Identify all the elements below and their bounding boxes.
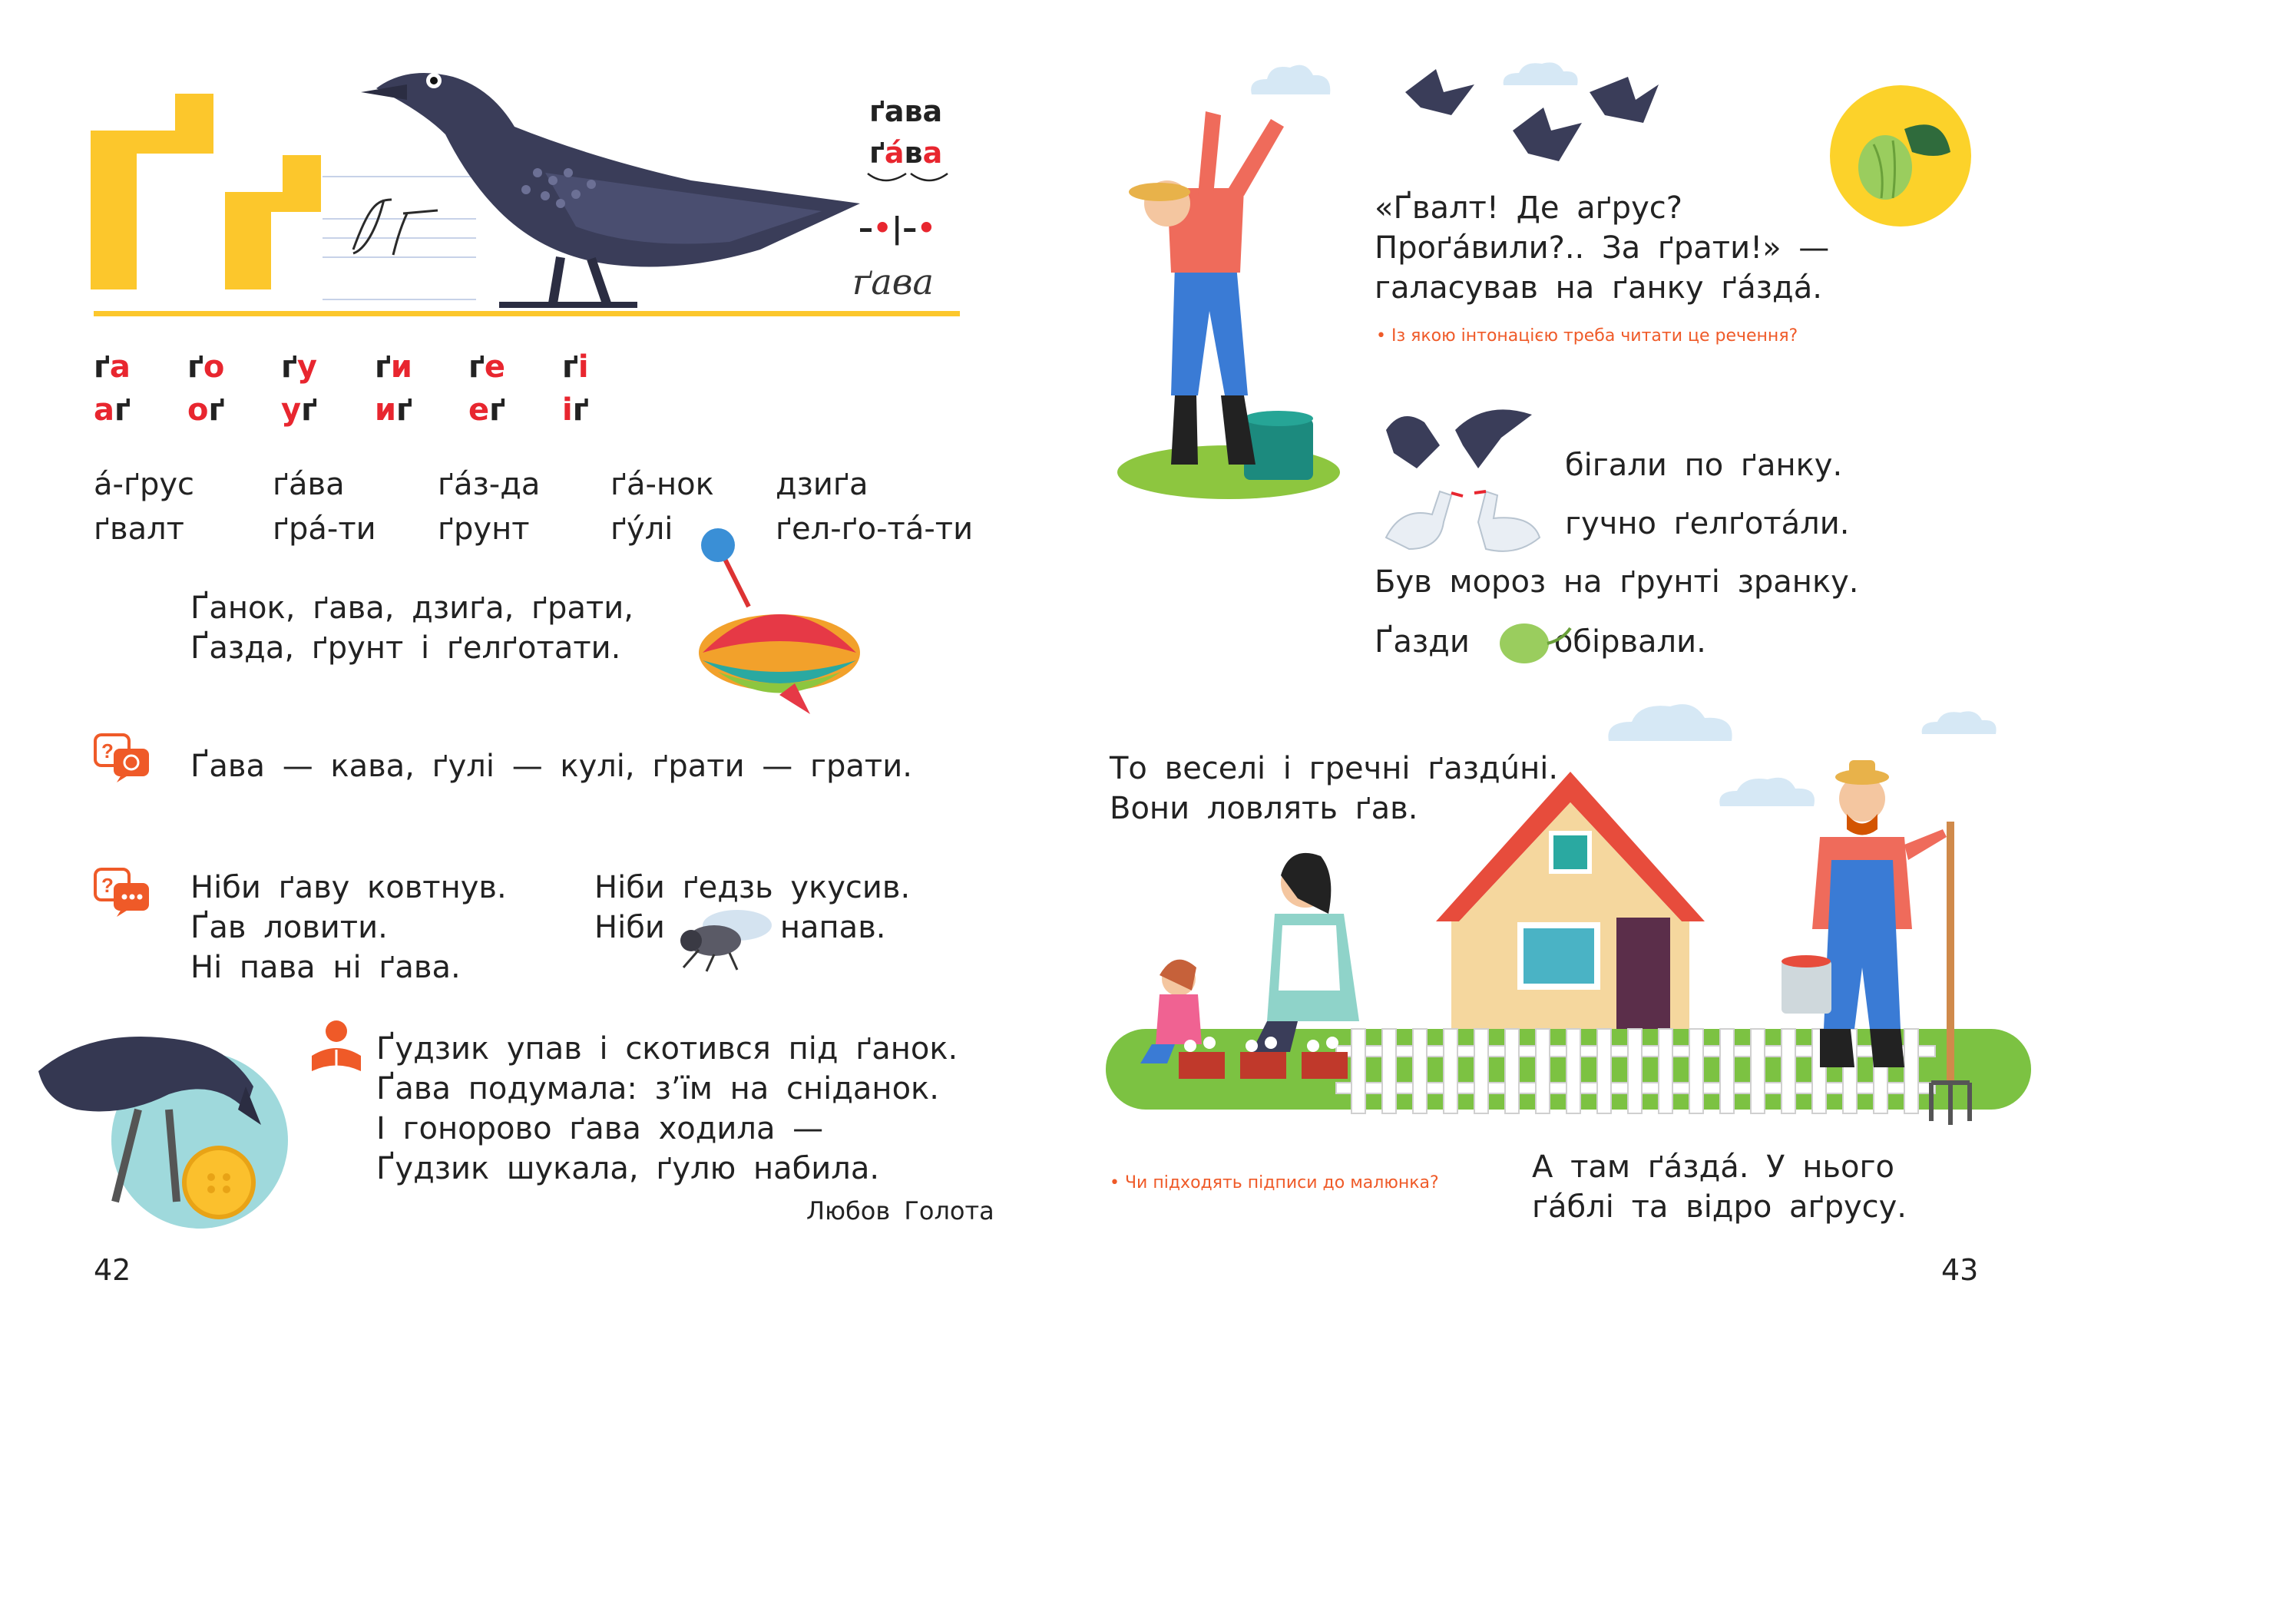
word: ґел-ґо-тá-ти xyxy=(776,511,974,547)
sayings-col1: Ніби ґаву ковтнув. Ґав ловити. Ні пава ні ґава. xyxy=(190,870,507,985)
syllable: іґ xyxy=(562,392,589,428)
cloud-icon xyxy=(1601,699,1739,745)
syllable: ґе xyxy=(468,349,506,385)
reading-child-icon xyxy=(307,1017,366,1076)
syllable: уґ xyxy=(281,392,317,428)
word: дзиґа xyxy=(776,467,868,502)
farmer-icon xyxy=(1083,104,1344,503)
big-letter-g-icon xyxy=(91,94,336,293)
page-number-left: 42 xyxy=(94,1253,131,1287)
svg-text:?: ? xyxy=(101,874,114,897)
question-1: • Із якою інтонацією треба читати це речення? xyxy=(1376,326,1798,346)
crow-icon xyxy=(1378,399,1547,476)
speech-bubbles-icon xyxy=(94,868,152,918)
house-icon xyxy=(1436,772,1705,1029)
word: ґвалт xyxy=(94,511,184,547)
spinning-top-icon xyxy=(695,530,864,722)
caption: А там ґáздá. У нього ґáблі та відро аґрусу. xyxy=(1532,1149,1907,1225)
word: á-ґрус xyxy=(94,467,195,502)
gooseberry-icon xyxy=(1490,620,1574,666)
svg-text:?: ? xyxy=(101,739,114,762)
sound-scheme: –•|–• xyxy=(859,211,936,245)
poem-2: Ґудзик упав і скотився під ґанок. Ґава подумала: з’їм на сніданок. І гоноровo ґава ходила — Ґудзик шукала, ґулю набила. xyxy=(376,1031,958,1186)
story: То веселі і гречні ґаздúні. Вони ловлять ґав. xyxy=(1110,751,1559,826)
syllable: еґ xyxy=(468,392,506,428)
syllable: ґо xyxy=(187,349,225,385)
woman-icon xyxy=(1252,853,1359,1052)
rebus-line-4: Ґазди обірвали. xyxy=(1375,624,1706,660)
question-2: • Чи підходять підписи до малюнка? xyxy=(1110,1173,1439,1192)
syllable: ґа xyxy=(94,349,131,385)
gooseberry-icon xyxy=(1828,83,1973,229)
script-word: ґава xyxy=(852,261,934,303)
syllable: ґи xyxy=(375,349,412,385)
syllable-table xyxy=(94,346,656,432)
sayings-col2: Ніби ґедзь укусив. Ніби напав. xyxy=(594,870,911,945)
farm-scene-icon xyxy=(1106,760,2031,1129)
cloud-icon xyxy=(1244,60,1336,98)
syllable: иґ xyxy=(375,392,412,428)
pairs-line: Ґава — кава, ґулі — кулі, ґрати — грати. xyxy=(190,749,912,784)
header-underline xyxy=(94,311,960,316)
header-word: ґава xyxy=(869,94,943,128)
word: ґáз-да xyxy=(438,467,541,502)
word: ґá-нок xyxy=(610,467,714,502)
poem-1: Ґанок, ґава, дзиґа, ґрати, Ґазда, ґрунт і ґелґотати. xyxy=(190,590,634,666)
word: ґáва xyxy=(273,467,345,502)
crow-icon xyxy=(361,58,868,311)
syllable-arcs-icon xyxy=(866,170,951,186)
syllable: аґ xyxy=(94,392,131,428)
syllable: оґ xyxy=(187,392,225,428)
page-number-right: 43 xyxy=(1941,1253,1979,1287)
header-word-stressed: ґáва xyxy=(869,136,943,170)
fly-icon xyxy=(668,902,776,971)
rebus-line-1: бігали по ґанку. xyxy=(1565,448,1843,483)
word: ґрá-ти xyxy=(273,511,376,547)
word: ґрунт xyxy=(438,511,530,547)
rebus-line-3: Був мороз на ґрунті зранку. xyxy=(1375,564,1859,600)
crow-icon xyxy=(1398,61,1720,184)
word: ґýлі xyxy=(610,511,673,547)
speech-bubbles-icon xyxy=(94,733,152,784)
syllable: ґі xyxy=(562,349,589,385)
author: Любов Голота xyxy=(806,1196,994,1225)
goose-icon xyxy=(1378,476,1547,561)
cloud-icon xyxy=(1916,706,2000,737)
syllable: ґу xyxy=(281,349,317,385)
crow-with-button-icon xyxy=(31,1025,292,1232)
rebus-line-2: гучно ґелґотáли. xyxy=(1565,506,1850,541)
quote-block: «Ґвалт! Де аґрус? Проґáвили?.. За ґрати!» — галасував на ґанку ґáздá. xyxy=(1375,190,1830,306)
